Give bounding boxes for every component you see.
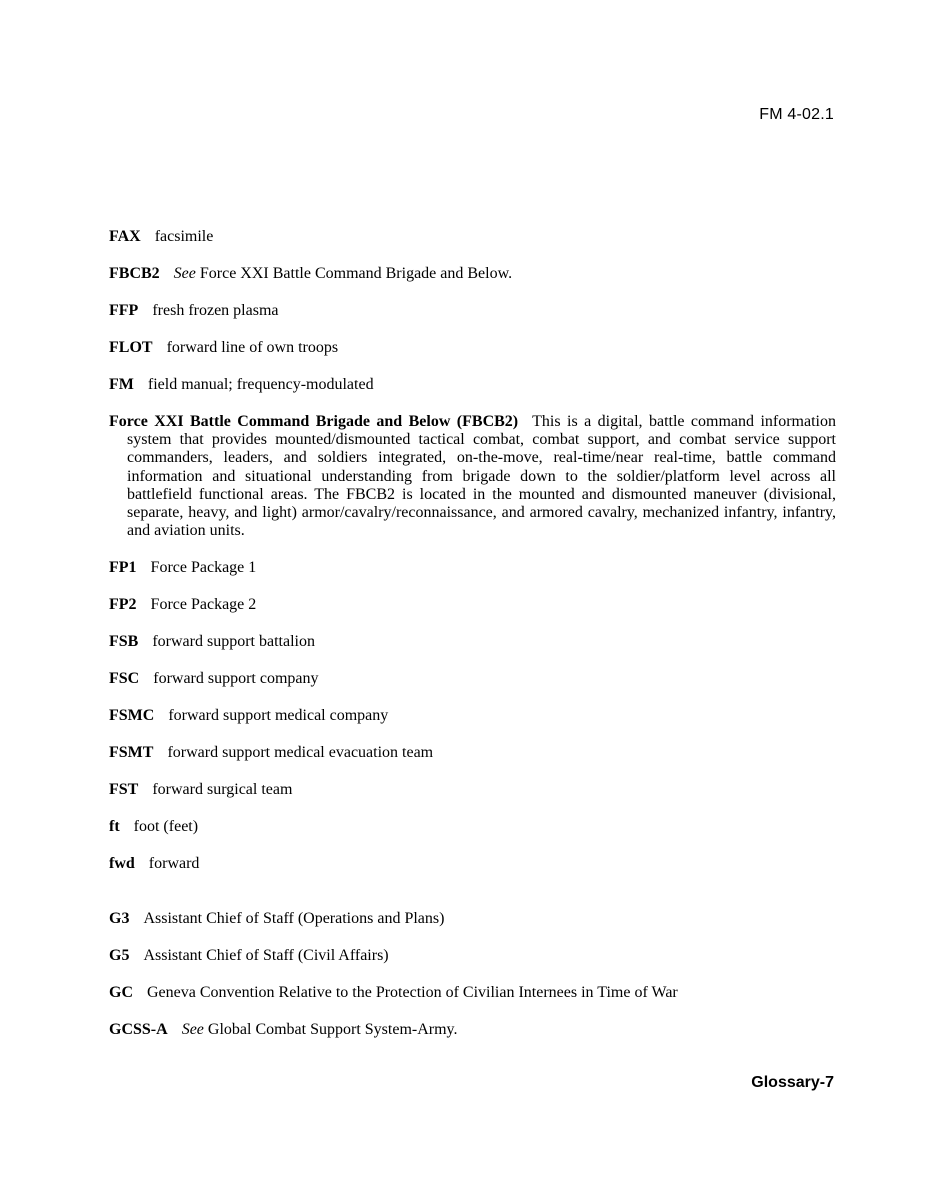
glossary-definition: forward support battalion <box>152 633 315 651</box>
glossary-entry-fst <box>109 781 836 799</box>
glossary-definition: Geneva Convention Relative to the Protection of Civilian Internees in Time of War <box>147 983 678 1001</box>
glossary-term: ft <box>109 818 120 836</box>
glossary-definition: forward surgical team <box>152 781 293 799</box>
glossary-term: FFP <box>109 302 139 319</box>
glossary-entry-fsc <box>109 670 836 688</box>
glossary-entry-ft <box>109 818 836 836</box>
glossary-term: FSMT <box>109 744 154 762</box>
glossary-term: FBCB2 <box>109 265 160 282</box>
glossary-definition: Assistant Chief of Staff (Civil Affairs) <box>143 946 389 964</box>
glossary-term: G3 <box>109 909 130 927</box>
glossary-definition: forward support medical company <box>168 707 389 725</box>
glossary-definition: fresh frozen plasma <box>152 302 279 319</box>
glossary-definition: foot (feet) <box>133 818 199 836</box>
glossary-term: FAX <box>109 228 141 245</box>
glossary-entry-gcss-a <box>109 1021 836 1039</box>
glossary-entry-force-xxi <box>109 413 836 540</box>
glossary-term: FM <box>109 376 134 393</box>
glossary-definition: Assistant Chief of Staff (Operations and Plans) <box>143 909 445 927</box>
glossary-term: FSMC <box>109 707 155 725</box>
glossary-definition: facsimile <box>154 228 214 245</box>
glossary-entry-fax <box>109 228 836 246</box>
glossary-entry-fsmc <box>109 707 836 725</box>
glossary-entry-g3 <box>109 910 836 928</box>
glossary-definition: Force Package 2 <box>150 596 257 614</box>
glossary-term: Force XXI Battle Command Brigade and Below (FBCB2) <box>109 413 519 430</box>
glossary-entry-g5 <box>109 947 836 965</box>
glossary-term: FP2 <box>109 596 137 614</box>
glossary-entry-flot <box>109 339 836 357</box>
page-number-footer: Glossary-7 <box>751 1074 834 1091</box>
glossary-entry-ffp <box>109 302 836 320</box>
glossary-entry-fwd <box>109 855 836 873</box>
glossary-entry-fbcb2 <box>109 265 836 283</box>
glossary-term: G5 <box>109 946 130 964</box>
see-reference: See <box>181 1020 204 1038</box>
glossary-term: FLOT <box>109 339 153 356</box>
glossary-definition: Force XXI Battle Command Brigade and Below. <box>199 265 513 282</box>
glossary-entry-fp1 <box>109 559 836 577</box>
glossary-term: GCSS-A <box>109 1020 168 1038</box>
glossary-definition: forward line of own troops <box>166 339 339 356</box>
glossary-entry-fm <box>109 376 836 394</box>
glossary-entry-gc <box>109 984 836 1002</box>
glossary-term: FP1 <box>109 559 137 577</box>
glossary-entry-fsb <box>109 633 836 651</box>
glossary-entry-fsmt <box>109 744 836 762</box>
glossary-term: FSB <box>109 633 139 651</box>
glossary-definition: Global Combat Support System-Army. <box>207 1020 458 1038</box>
glossary-definition: forward support company <box>153 670 319 688</box>
glossary-term: FSC <box>109 670 140 688</box>
glossary-entry-fp2 <box>109 596 836 614</box>
glossary-definition: field manual; frequency-modulated <box>147 376 374 393</box>
see-reference: See <box>173 265 196 282</box>
glossary-list <box>109 228 836 1058</box>
glossary-term: fwd <box>109 855 135 873</box>
glossary-definition: This is a digital, battle command information system that provides mounted/dismounted tactical combat, combat support, and combat service support commanders, leaders, and soldiers integrated, on-the-move, real-time/near real-time, battle command information and situational understanding from brigade down to the soldier/platform level across all battlefield functional areas. The FBCB2 is located in the mounted and dismounted maneuver (divisional, separate, heavy, and light) armor/cavalry/reconnaissance, and armored cavalry, mechanized infantry, infantry, and aviation units. <box>127 413 836 540</box>
glossary-term: FST <box>109 781 139 799</box>
glossary-term: GC <box>109 983 133 1001</box>
glossary-definition: Force Package 1 <box>150 559 257 577</box>
glossary-definition: forward <box>148 855 200 873</box>
document-id-header: FM 4-02.1 <box>759 106 834 123</box>
glossary-definition: forward support medical evacuation team <box>167 744 434 762</box>
